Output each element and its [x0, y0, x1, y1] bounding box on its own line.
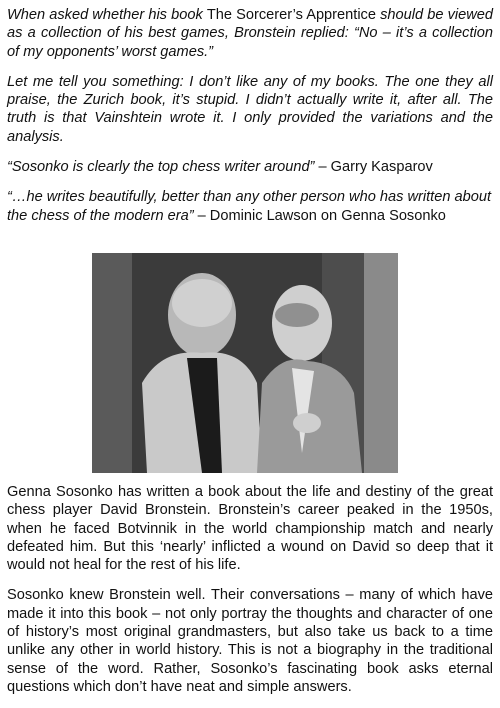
quote-attribution: – Dominic Lawson on Genna Sosonko	[193, 207, 446, 224]
kasparov-quote	[7, 158, 493, 176]
intro-text: should be viewed as a collection of his best games, Bronstein replied: “No – it’s a collection of my opponents’ worst games.”	[7, 7, 493, 60]
description-paragraph-1: Genna Sosonko has written a book about the life and destiny of the great chess player David Bronstein. Bronstein’s career peaked in the 1950s, when he faced Botvinnik in the world championship match and nearly defeated him. But this ‘nearly’ inflicted a wound on David so deep that it would not heal for the rest of his life.	[7, 484, 493, 574]
lawson-quote	[7, 188, 493, 225]
description-section	[7, 483, 493, 708]
bronstein-quote: Let me tell you something: I don’t like any of my books. The one they all praise, the Zurich book, it’s stupid. I didn’t actually write it, after all. The truth is that Vainshtein wrote it. I only provided the variations and the analysis.	[7, 73, 493, 145]
description-paragraph-2: Sosonko knew Bronstein well. Their conversations – many of which have made it into this book – not only portray the thoughts and character of one of history’s most original grandmasters, but also take us back to a time unlike any other in world history. This is not a biography in the traditional sense of the word. Rather, Sosonko’s fascinating book asks eternal questions which don’t have neat and simple answers.	[7, 587, 493, 695]
black-and-white-photo-of-two-men-talking	[92, 253, 398, 473]
quote-text: “…he writes beautifully, better than any other person who has written about the chess of the modern era”	[7, 189, 492, 224]
intro-paragraph-1	[7, 6, 493, 61]
quote-text: “Sosonko is clearly the top chess writer around”	[7, 159, 315, 176]
intro-section	[7, 6, 493, 237]
quote-attribution: – Garry Kasparov	[314, 159, 433, 176]
book-title: The Sorcerer’s Apprentice	[206, 7, 376, 23]
photo	[92, 253, 398, 473]
intro-text: When asked whether his book	[7, 7, 207, 23]
